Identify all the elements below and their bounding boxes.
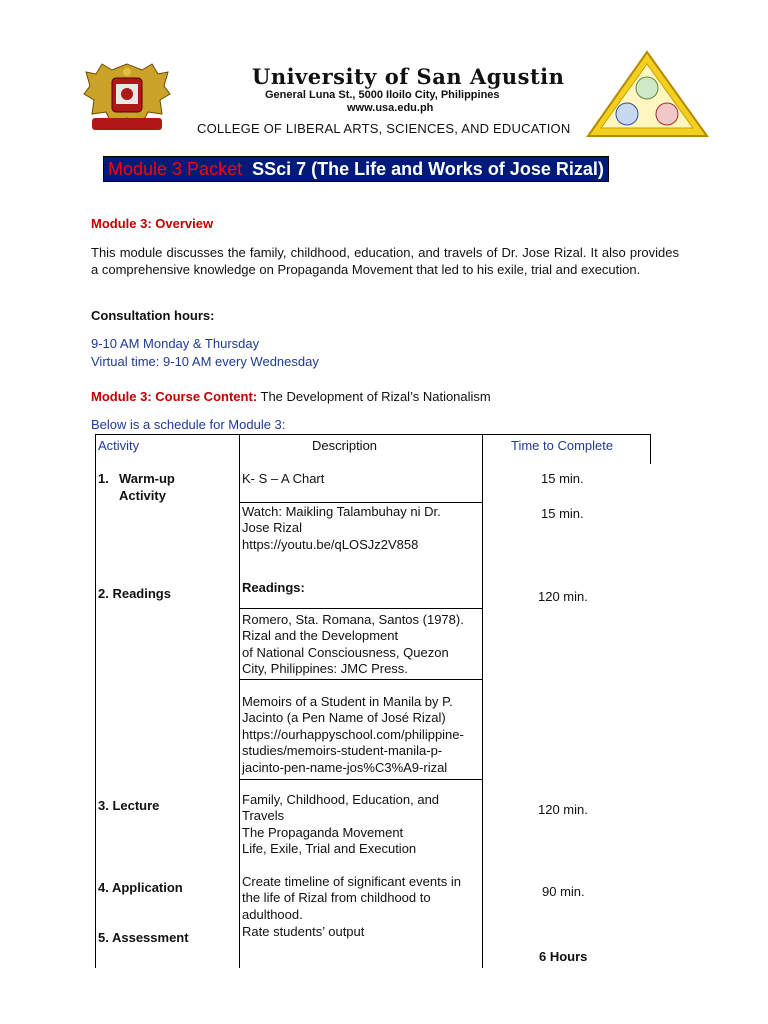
overview-heading: Module 3: Overview — [91, 216, 214, 231]
row3-time: 120 min. — [538, 802, 588, 817]
reading-2-link[interactable]: studies/memoirs-student-manila-p- — [242, 743, 443, 758]
row1-video-link[interactable]: https://youtu.be/qLOSJz2V858 — [242, 537, 419, 552]
row1-desc-1: K- S – A Chart — [242, 471, 325, 486]
header-time: Time to Complete — [511, 438, 614, 453]
row1-activity: Warm-up — [119, 471, 175, 486]
reading-1-line: Romero, Sta. Romana, Santos (1978). — [242, 612, 464, 627]
overview-text: This module discusses the family, childhood, education, and travels of Dr. Jose Rizal. It also provides a comprehensive knowledge on Propaganda Movement that led to his exile, trial and execution. — [91, 245, 679, 277]
consultation-line-2: Virtual time: 9-10 AM every Wednesday — [91, 354, 319, 369]
college-triangle-logo — [585, 48, 710, 140]
university-seal-logo — [82, 60, 172, 136]
university-name: University of San Agustin — [252, 64, 565, 89]
assessment-desc: Rate students’ output — [242, 924, 365, 939]
module-label: Module 3 Packet — [108, 158, 243, 179]
course-content-heading: Module 3: Course Content: — [91, 389, 258, 404]
university-website: www.usa.edu.ph — [347, 102, 434, 114]
lecture-topic: The Propaganda Movement — [242, 825, 404, 840]
schedule-intro: Below is a schedule for Module 3: — [91, 417, 286, 432]
row2-desc-heading: Readings: — [242, 580, 305, 595]
reading-1-line: of National Consciousness, Quezon — [242, 645, 449, 660]
course-content — [91, 389, 491, 404]
course-title: SSci 7 (The Life and Works of Jose Rizal) — [252, 158, 604, 179]
reading-2-link[interactable]: jacinto-pen-name-jos%C3%A9-rizal — [242, 760, 448, 775]
university-address: General Luna St., 5000 Iloilo City, Philippines — [265, 89, 500, 101]
reading-2-line: Memoirs of a Student in Manila by P. — [242, 694, 453, 709]
consultation-line-1: 9-10 AM Monday & Thursday — [91, 336, 260, 351]
module-title-banner — [103, 156, 609, 182]
college-name: COLLEGE OF LIBERAL ARTS, SCIENCES, AND EDUCATION — [197, 121, 571, 136]
row1-activity-2: Activity — [119, 488, 166, 503]
reading-2-line: Jacinto (a Pen Name of José Rizal) — [242, 710, 446, 725]
row3-activity: 3. Lecture — [98, 798, 160, 813]
schedule-table — [95, 434, 651, 968]
row2-activity: 2. Readings — [98, 586, 171, 601]
row4-time: 90 min. — [542, 884, 585, 899]
row4-activity: 4. Application — [98, 880, 183, 895]
row1-activity-num: 1. — [98, 471, 109, 486]
reading-1-line: Rizal and the Development — [242, 628, 399, 643]
application-desc: Create timeline of significant events in — [242, 874, 461, 889]
application-desc: the life of Rizal from childhood to — [242, 890, 431, 905]
application-desc: adulthood. — [242, 907, 303, 922]
lecture-topic: Family, Childhood, Education, and — [242, 792, 440, 807]
row1-desc-2-line2: Jose Rizal — [242, 520, 302, 535]
reading-1-line: City, Philippines: JMC Press. — [242, 661, 408, 676]
row1-time-1: 15 min. — [541, 471, 584, 486]
total-time: 6 Hours — [539, 949, 588, 964]
reading-2-link[interactable]: https://ourhappyschool.com/philippine- — [242, 727, 464, 742]
row1-time-2: 15 min. — [541, 506, 584, 521]
course-content-text: The Development of Rizal’s Nationalism — [260, 389, 491, 404]
row5-activity: 5. Assessment — [98, 930, 189, 945]
header-activity: Activity — [98, 438, 140, 453]
lecture-topic: Travels — [242, 808, 285, 823]
consultation-heading: Consultation hours: — [91, 308, 215, 323]
row1-desc-2-line1: Watch: Maikling Talambuhay ni Dr. — [242, 504, 441, 519]
lecture-topic: Life, Exile, Trial and Execution — [242, 841, 417, 856]
header-description: Description — [312, 438, 378, 453]
row2-time: 120 min. — [538, 589, 588, 604]
